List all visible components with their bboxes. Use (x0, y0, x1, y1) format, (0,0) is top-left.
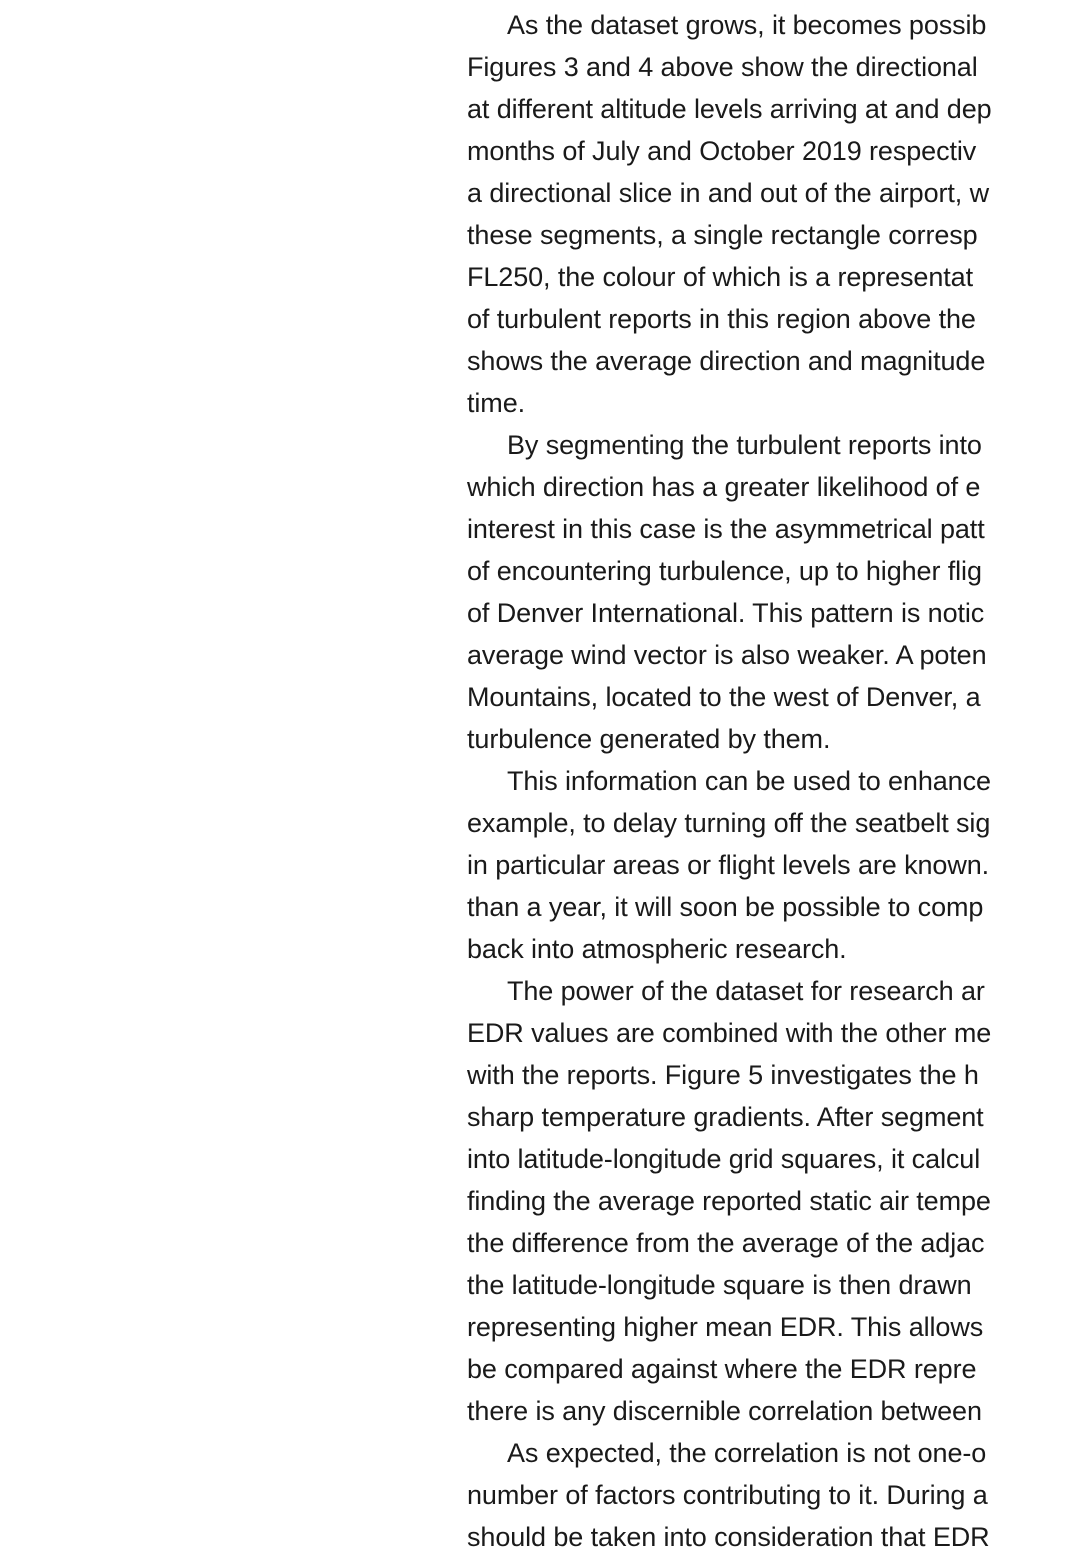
paragraph-line: Mountains, located to the west of Denver, a (467, 682, 981, 712)
paragraph-first-line: As expected, the correlation is not one-o (507, 1438, 987, 1468)
paragraph-line: representing higher mean EDR. This allows (467, 1312, 984, 1342)
paragraph (467, 424, 1067, 760)
paragraph-line: into latitude-longitude grid squares, it calcul (467, 1144, 981, 1174)
paragraph-line: than a year, it will soon be possible to comp (467, 892, 984, 922)
paragraph-line: average wind vector is also weaker. A poten (467, 640, 987, 670)
paragraph-line: example, to delay turning off the seatbelt sig (467, 808, 991, 838)
paragraph-line: number of factors contributing to it. During a (467, 1480, 988, 1510)
paragraph (467, 970, 1067, 1432)
paragraph-line: of Denver International. This pattern is notic (467, 598, 985, 628)
paragraph-first-line: As the dataset grows, it becomes possib (507, 10, 987, 40)
paragraph-line: be compared against where the EDR repre (467, 1354, 977, 1384)
paragraph-line: a directional slice in and out of the airport, w (467, 178, 989, 208)
paragraph-line: Figures 3 and 4 above show the directional (467, 52, 978, 82)
paragraph-first-line: By segmenting the turbulent reports into (507, 430, 982, 460)
paragraph-line: these segments, a single rectangle corresp (467, 220, 978, 250)
paragraph-line: which direction has a greater likelihood of e (467, 472, 981, 502)
paragraph-line: of turbulent reports in this region above the (467, 304, 976, 334)
paragraph-line: FL250, the colour of which is a representat (467, 262, 973, 292)
paragraph-line: of encountering turbulence, up to higher flig (467, 556, 982, 586)
paragraph-line: at different altitude levels arriving at and dep (467, 94, 992, 124)
paragraph-line: shows the average direction and magnitude (467, 346, 986, 376)
paragraph-line: time. (467, 388, 526, 418)
paragraph-line: the latitude-longitude square is then drawn (467, 1270, 972, 1300)
paragraph (467, 1432, 1067, 1558)
paragraph (467, 760, 1067, 970)
paragraph-line: with the reports. Figure 5 investigates the h (467, 1060, 979, 1090)
paragraph-line: EDR values are combined with the other me (467, 1018, 992, 1048)
paragraph-line: should be taken into consideration that EDR (467, 1522, 990, 1552)
paragraph-line: in particular areas or flight levels are known. (467, 850, 990, 880)
paragraph-line: there is any discernible correlation between (467, 1396, 982, 1426)
paragraph-first-line: This information can be used to enhance (507, 766, 991, 796)
paragraph-first-line: The power of the dataset for research ar (507, 976, 985, 1006)
paragraph-line: sharp temperature gradients. After segment (467, 1102, 984, 1132)
paragraph (467, 4, 1067, 424)
paragraph-line: the difference from the average of the adjac (467, 1228, 985, 1258)
paragraph-line: finding the average reported static air tempe (467, 1186, 991, 1216)
body-text-column (467, 4, 1067, 1558)
paragraph-line: back into atmospheric research. (467, 934, 847, 964)
paragraph-line: interest in this case is the asymmetrical patt (467, 514, 985, 544)
paragraph-line: months of July and October 2019 respectiv (467, 136, 977, 166)
paragraph-line: turbulence generated by them. (467, 724, 831, 754)
